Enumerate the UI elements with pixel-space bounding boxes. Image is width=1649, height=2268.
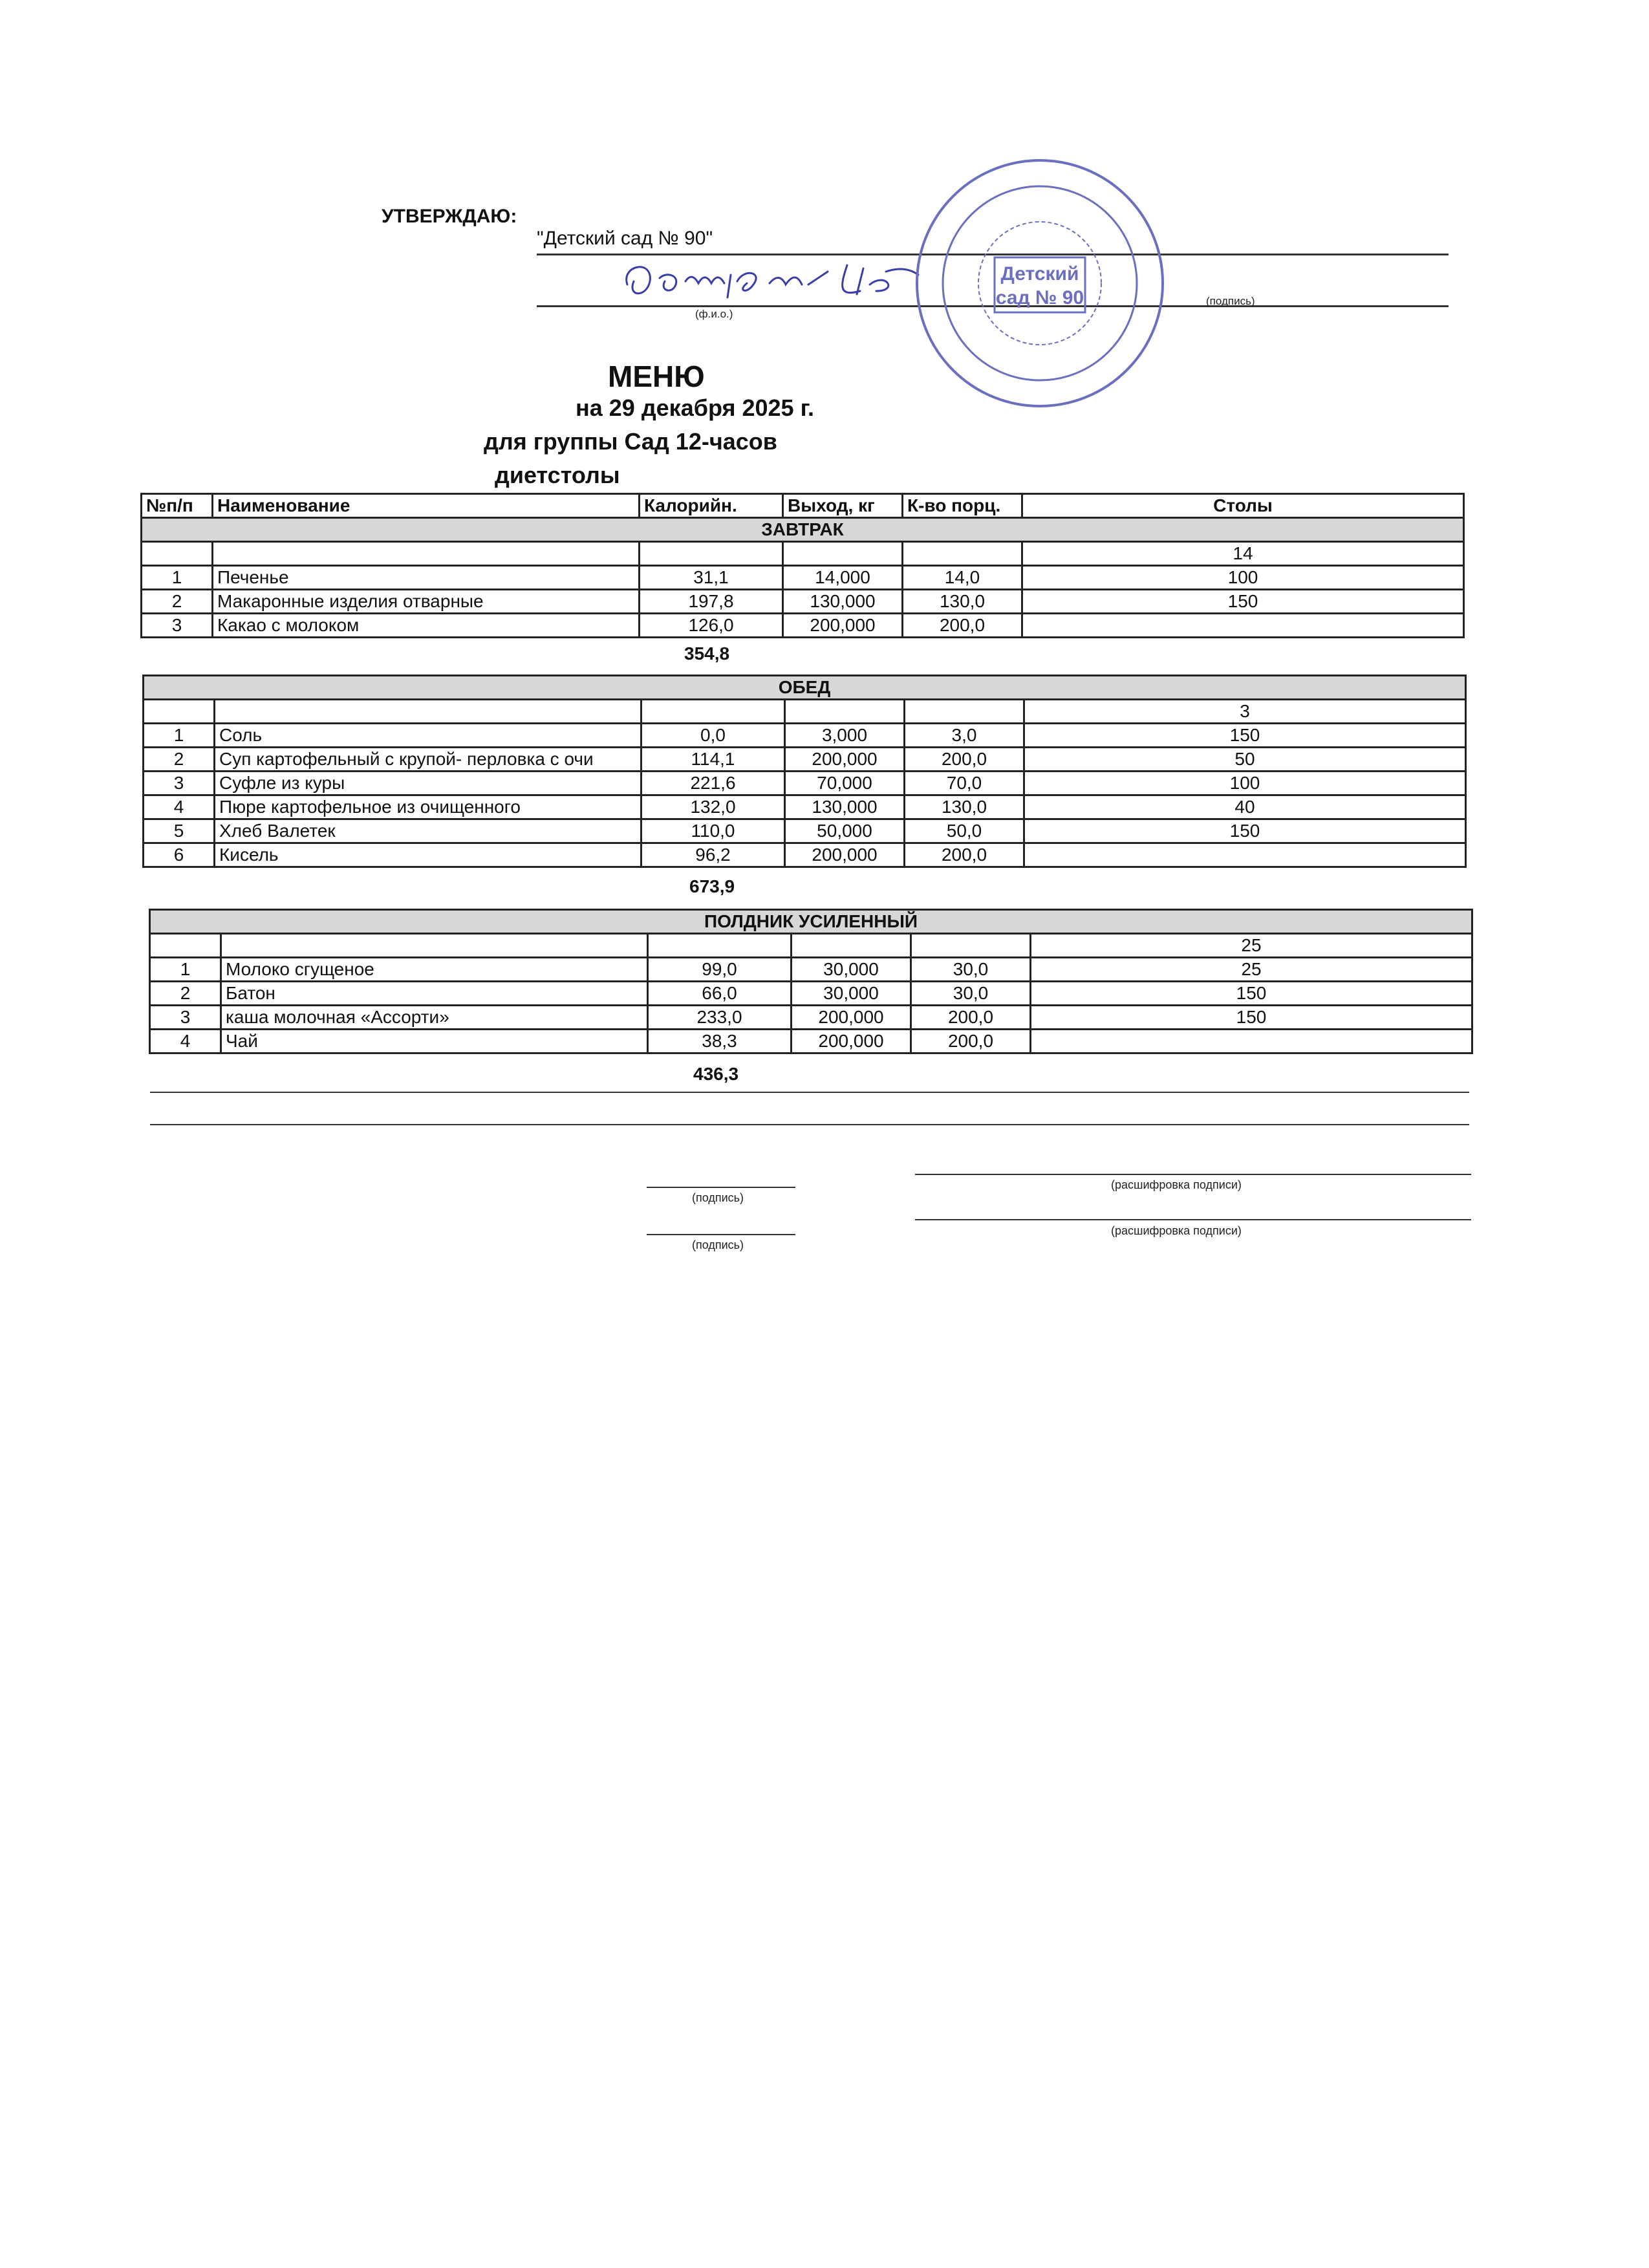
cell-name: Соль [215, 724, 641, 748]
cell-output [792, 934, 911, 958]
cell-calories: 233,0 [648, 1006, 792, 1030]
cell-calories: 66,0 [648, 982, 792, 1006]
table-row [150, 982, 1472, 1006]
menu-date: на 29 декабря 2025 г. [576, 394, 814, 421]
fio-hint: (ф.и.о.) [695, 308, 733, 320]
cell-tables: 40 [1024, 795, 1466, 819]
cell-tables: 14 [1022, 542, 1464, 566]
section-row [150, 910, 1472, 934]
cell-num: 5 [144, 819, 215, 843]
cell-name: Кисель [215, 843, 641, 867]
cell-calories [648, 934, 792, 958]
cell-calories: 197,8 [640, 590, 783, 614]
cell-name: Суфле из куры [215, 772, 641, 795]
cell-tables [1022, 614, 1464, 638]
breakfast-table [140, 493, 1465, 638]
table-header-row [142, 494, 1464, 518]
cell-num: 4 [150, 1030, 221, 1053]
cell-name: Молоко сгущеное [221, 958, 648, 982]
signature-hint: (подпись) [1206, 295, 1255, 307]
table-row [150, 934, 1472, 958]
cell-calories: 110,0 [641, 819, 785, 843]
menu-diet: диетстолы [495, 462, 620, 488]
signature-hint: (подпись) [692, 1238, 744, 1251]
cell-name: Батон [221, 982, 648, 1006]
cell-calories: 31,1 [640, 566, 783, 590]
footer-divider [150, 1092, 1469, 1093]
cell-calories [640, 542, 783, 566]
cell-tables: 25 [1031, 934, 1472, 958]
footer-divider [150, 1124, 1469, 1125]
cell-portions [903, 542, 1022, 566]
cell-name [215, 700, 641, 724]
handwritten-signature [614, 246, 951, 310]
section-row [144, 676, 1466, 700]
cell-output: 200,000 [792, 1030, 911, 1053]
cell-tables: 150 [1031, 1006, 1472, 1030]
cell-tables: 100 [1022, 566, 1464, 590]
table-row [144, 748, 1466, 772]
section-title: ЗАВТРАК [142, 518, 1464, 542]
cell-tables: 25 [1031, 958, 1472, 982]
menu-group: для группы Сад 12-часов [484, 428, 777, 455]
cell-output: 200,000 [792, 1006, 911, 1030]
cell-calories: 114,1 [641, 748, 785, 772]
cell-portions: 3,0 [905, 724, 1024, 748]
table-row [144, 843, 1466, 867]
cell-output: 3,000 [785, 724, 905, 748]
stamp-text-2: сад № 90 [995, 287, 1084, 308]
cell-output: 50,000 [785, 819, 905, 843]
cell-portions: 200,0 [903, 614, 1022, 638]
cell-tables: 50 [1024, 748, 1466, 772]
cell-tables: 150 [1031, 982, 1472, 1006]
decode-line [915, 1174, 1471, 1175]
stamp-text-1: Детский [1000, 263, 1079, 285]
cell-name [213, 542, 640, 566]
page-title: МЕНЮ [608, 360, 705, 393]
cell-output [785, 700, 905, 724]
cell-output: 130,000 [785, 795, 905, 819]
cell-portions: 200,0 [911, 1006, 1031, 1030]
cell-num: 1 [144, 724, 215, 748]
signature-line [647, 1234, 795, 1235]
table-row [142, 542, 1464, 566]
table-row [150, 1006, 1472, 1030]
cell-num: 3 [142, 614, 213, 638]
cell-name: Хлеб Валетек [215, 819, 641, 843]
cell-portions: 200,0 [905, 843, 1024, 867]
table-row [142, 566, 1464, 590]
cell-num: 6 [144, 843, 215, 867]
cell-num [142, 542, 213, 566]
cell-tables: 100 [1024, 772, 1466, 795]
snack-table [149, 909, 1473, 1054]
cell-name: Пюре картофельное из очищенного [215, 795, 641, 819]
section-row [142, 518, 1464, 542]
cell-output: 200,000 [785, 843, 905, 867]
section-total: 354,8 [684, 643, 730, 664]
section-title: ОБЕД [144, 676, 1466, 700]
table-row [144, 772, 1466, 795]
cell-output: 200,000 [785, 748, 905, 772]
section-title: ПОЛДНИК УСИЛЕННЫЙ [150, 910, 1472, 934]
cell-tables: 150 [1024, 724, 1466, 748]
table-row [144, 700, 1466, 724]
section-total: 436,3 [693, 1064, 739, 1084]
cell-name [221, 934, 648, 958]
col-output-header: Выход, кг [783, 494, 903, 518]
section-total: 673,9 [689, 876, 735, 896]
cell-tables: 150 [1022, 590, 1464, 614]
table-row [144, 795, 1466, 819]
organization-name: "Детский сад № 90" [537, 228, 713, 249]
cell-num [150, 934, 221, 958]
cell-name: Макаронные изделия отварные [213, 590, 640, 614]
cell-calories: 38,3 [648, 1030, 792, 1053]
cell-output: 200,000 [783, 614, 903, 638]
table-row [144, 819, 1466, 843]
cell-calories [641, 700, 785, 724]
cell-calories: 96,2 [641, 843, 785, 867]
cell-portions: 130,0 [903, 590, 1022, 614]
cell-calories: 126,0 [640, 614, 783, 638]
decode-hint: (расшифровка подписи) [1111, 1178, 1242, 1191]
cell-output [783, 542, 903, 566]
cell-tables [1031, 1030, 1472, 1053]
cell-calories: 0,0 [641, 724, 785, 748]
cell-num: 2 [144, 748, 215, 772]
cell-portions: 30,0 [911, 982, 1031, 1006]
table-row [144, 724, 1466, 748]
cell-portions: 130,0 [905, 795, 1024, 819]
cell-output: 130,000 [783, 590, 903, 614]
table-row [150, 958, 1472, 982]
cell-name: Печенье [213, 566, 640, 590]
lunch-table [142, 675, 1467, 868]
cell-num: 2 [150, 982, 221, 1006]
signature-line [647, 1187, 795, 1188]
approve-label: УТВЕРЖДАЮ: [382, 206, 517, 227]
signature-hint: (подпись) [692, 1191, 744, 1204]
round-stamp [911, 154, 1169, 413]
cell-portions: 30,0 [911, 958, 1031, 982]
cell-tables [1024, 843, 1466, 867]
cell-num: 3 [144, 772, 215, 795]
col-portions-header: К-во порц. [903, 494, 1022, 518]
cell-name: Суп картофельный с крупой- перловка с очи [215, 748, 641, 772]
cell-tables: 3 [1024, 700, 1466, 724]
cell-calories: 99,0 [648, 958, 792, 982]
cell-num: 1 [150, 958, 221, 982]
cell-output: 70,000 [785, 772, 905, 795]
decode-line [915, 1219, 1471, 1220]
col-num-header: №п/п [142, 494, 213, 518]
cell-portions [911, 934, 1031, 958]
table-row [150, 1030, 1472, 1053]
cell-portions: 14,0 [903, 566, 1022, 590]
cell-calories: 132,0 [641, 795, 785, 819]
col-tables-header: Столы [1022, 494, 1464, 518]
cell-portions: 200,0 [905, 748, 1024, 772]
cell-output: 14,000 [783, 566, 903, 590]
col-name-header: Наименование [213, 494, 640, 518]
decode-hint: (расшифровка подписи) [1111, 1224, 1242, 1237]
cell-name: каша молочная «Ассорти» [221, 1006, 648, 1030]
cell-output: 30,000 [792, 958, 911, 982]
table-row [142, 590, 1464, 614]
cell-num: 2 [142, 590, 213, 614]
table-row [142, 614, 1464, 638]
cell-num: 1 [142, 566, 213, 590]
cell-num: 3 [150, 1006, 221, 1030]
col-calories-header: Калорийн. [640, 494, 783, 518]
cell-name: Чай [221, 1030, 648, 1053]
cell-portions: 50,0 [905, 819, 1024, 843]
cell-name: Какао с молоком [213, 614, 640, 638]
cell-tables: 150 [1024, 819, 1466, 843]
cell-calories: 221,6 [641, 772, 785, 795]
cell-portions: 70,0 [905, 772, 1024, 795]
cell-num: 4 [144, 795, 215, 819]
cell-portions [905, 700, 1024, 724]
cell-num [144, 700, 215, 724]
cell-portions: 200,0 [911, 1030, 1031, 1053]
cell-output: 30,000 [792, 982, 911, 1006]
